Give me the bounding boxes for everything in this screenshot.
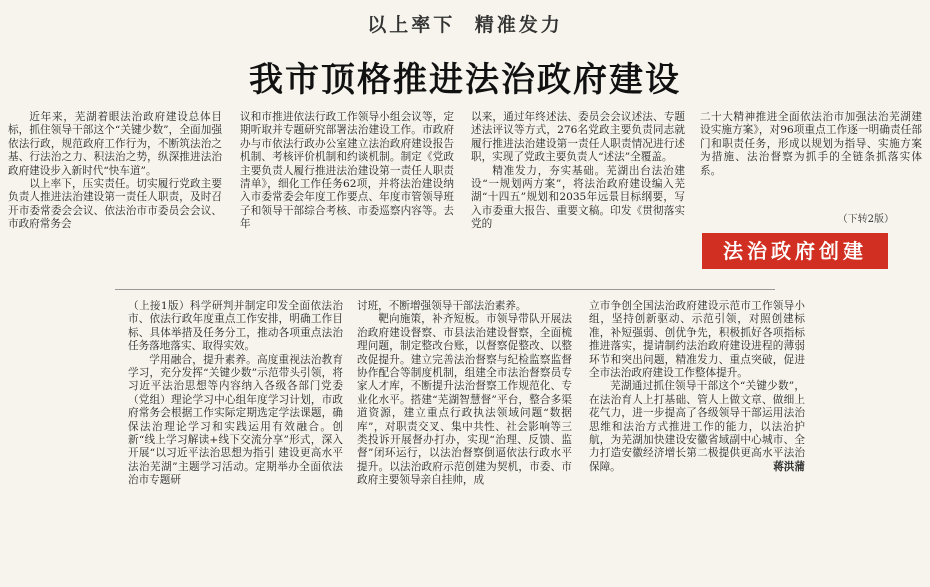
paragraph-text: 芜湖通过抓住领导干部这个“关键少数”，在法治育人上打基础、管人上做文章、做细上花气力，进一步提高了各级领导干部运用法治思维和法治方式推进工作的能力，以法治护航，为芜湖加快建设安徽省域副中心城市、全力打造安徽经济增长第二极提供更高水平法治保障。 xyxy=(589,380,805,473)
bottom-column-1 xyxy=(128,300,343,585)
paragraph: 立市争创全国法治政府建设示范市工作领导小组，坚持创新驱动、示范引领，对照创建标准，补短强弱、创优争先，积极抓好各项指标推进落实，提请制约法治政府建设进程的薄弱环节和突出问题，精准发力、重点突破，促进全市法治政府建设工作整体提升。 xyxy=(589,300,805,380)
paragraph: 靶向施策，补齐短板。市领导带队开展法治政府建设督察、市县法治建设督察，全面梳理问题，制定整改台账，以督察促整改、以整改促提升。建立完善法治督察与纪检监察监督协作配合等制度机制，组建全市法治督察员专家人才库，不断提升法治督察工作规范化、专业化水平。搭建“芜湖智慧督”平台，整合多渠道资源，建立重点行政执法领域问题“数据库”，对职责交叉、集中共性、社会影响等三类投诉开展督办打办，实现“治理、反馈、监督”闭环运行，以法治督察倒逼依法行政水平提升。以法治政府示范创建为契机，市委、市政府主要领导亲自挂帅，成 xyxy=(357,313,572,487)
paragraph: 二十大精神推进全面依法治市加强法治芜湖建设实施方案》，对96项重点工作逐一明确责任部门和职责任务，形成以规划为指导、实施方案为措施、法治督察为抓手的全链条抓落实体系。 xyxy=(700,111,922,177)
paragraph: 学用融合，提升素养。高度重视法治教育学习，充分发挥“关键少数”示范带头引领，将习近平法治思想等内容纳入各级各部门党委（党组）理论学习中心组年度学习计划，市政府常务会根据工作实际定期选定学法课题，确保法治理论学习和实践运用有效融合。创新“线上学习解读+线下交流分享”形式，深入开展“以习近平法治思想为指引 建设更高水平法治芜湖”主题学习活动。定期举办全面依法治市专题研 xyxy=(128,353,343,487)
article-subtitle: 以上率下 精准发力 xyxy=(367,14,563,36)
section-divider xyxy=(115,289,775,290)
top-column-1 xyxy=(8,111,222,274)
section-banner: 法治政府创建 xyxy=(702,233,888,269)
paragraph: 讨班，不断增强领导干部法治素养。 xyxy=(357,300,527,312)
bottom-column-3 xyxy=(589,300,805,585)
paragraph: 以上率下，压实责任。切实履行党政主要负责人推进法治建设第一责任人职责，及时召开市委常委会会议、依法治市市委员会会议、市政府常务会 xyxy=(8,178,222,231)
paragraph: 近年来，芜湖着眼法治政府建设总体目标，抓住领导干部这个“关键少数”，全面加强依法行政，规范政府工作行为，不断筑法治之基、行法治之力、积法治之势，纵深推进法治政府建设步入新时代“快车道”。 xyxy=(8,111,222,177)
paragraph: 议和市推进依法行政工作领导小组会议等，定期听取并专题研究部署法治建设工作。市政府办与市依法行政办公室建立法治政府建设报告机制、考核评价机制和约谈机制。制定《党政主要负责人履行推进法治建设第一责任人职责清单》，细化工作任务62项，并将法治建设纳入市委常委会年度工作要点、年度市管领导班子和领导干部综合考核、市委巡察内容等。去年 xyxy=(240,111,454,231)
paragraph: （上接1版）科学研判并制定印发全面依法治市、依法行政年度重点工作安排，明确工作目标、具体举措及任务分工，推动各项重点法治任务落地落实、取得实效。 xyxy=(128,300,343,353)
top-column-4 xyxy=(700,111,922,201)
top-column-2 xyxy=(240,111,454,274)
top-column-3 xyxy=(471,111,685,274)
bottom-column-2 xyxy=(357,300,572,585)
paragraph xyxy=(589,380,805,474)
author-byline: 蒋洪蒲 xyxy=(773,460,805,473)
continued-note: （下转2版） xyxy=(837,214,894,225)
paragraph: 精准发力，夯实基础。芜湖出台法治建设“一规划两方案”，将法治政府建设编入芜湖“十四五”规划和2035年远景目标纲要，写入市委重大报告、重要文稿。印发《贯彻落实党的 xyxy=(471,164,685,231)
article-headline: 我市顶格推进法治政府建设 xyxy=(249,60,681,100)
paragraph: 以来，通过年终述法、委员会会议述法、专题述法评议等方式，276名党政主要负责同志就履行推进法治建设第一责任人职责情况进行述职，实现了党政主要负责人“述法”全覆盖。 xyxy=(471,111,685,164)
